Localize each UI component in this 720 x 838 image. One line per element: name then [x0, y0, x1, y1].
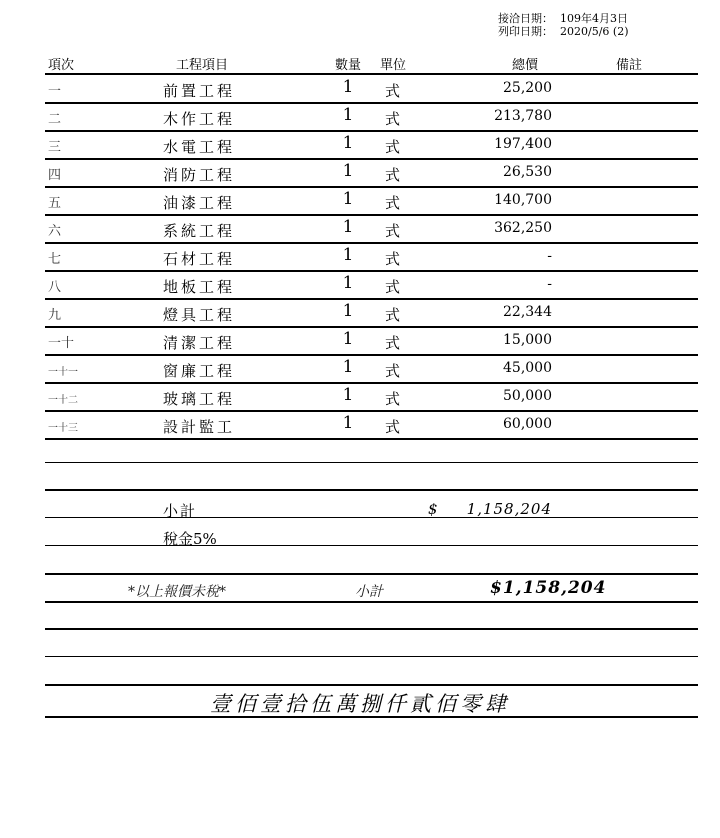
item-quantity: 1	[342, 385, 354, 405]
print-date	[498, 25, 628, 38]
item-unit: 式	[385, 390, 401, 408]
item-unit: 式	[385, 250, 401, 268]
divider	[45, 656, 698, 657]
table-row	[0, 327, 720, 355]
header-item: 工程項目	[176, 58, 229, 73]
item-quantity: 1	[342, 105, 354, 125]
item-number: 一十三	[48, 423, 78, 434]
table-row	[0, 243, 720, 271]
item-total: 22,344	[503, 304, 552, 320]
item-unit: 式	[385, 138, 401, 156]
divider	[45, 489, 698, 491]
item-number: 五	[48, 196, 62, 211]
item-name: 清潔工程	[163, 334, 236, 352]
item-unit: 式	[385, 194, 401, 212]
divider	[45, 601, 698, 603]
item-number: 一十	[48, 336, 75, 351]
header-no: 項次	[48, 58, 75, 73]
divider	[45, 517, 698, 518]
table-row	[0, 159, 720, 187]
item-total: 140,700	[494, 192, 552, 208]
table-row	[0, 103, 720, 131]
item-total: 26,530	[503, 164, 552, 180]
item-number: 一	[48, 84, 62, 99]
table-row	[0, 383, 720, 411]
item-number: 七	[48, 252, 62, 267]
item-number: 四	[48, 168, 62, 183]
item-total: 50,000	[503, 388, 552, 404]
grand-subtotal-value: $1,158,204	[490, 578, 607, 598]
item-unit: 式	[385, 334, 401, 352]
amount-in-words: 壹佰壹拾伍萬捌仟貳佰零肆	[210, 692, 510, 716]
item-quantity: 1	[342, 217, 354, 237]
item-name: 消防工程	[163, 166, 236, 184]
item-number: 二	[48, 112, 62, 127]
item-unit: 式	[385, 110, 401, 128]
item-total: 213,780	[494, 108, 552, 124]
item-name: 玻璃工程	[163, 390, 236, 408]
item-quantity: 1	[342, 273, 354, 293]
header-qty: 數量	[335, 58, 362, 73]
item-total: -	[547, 248, 552, 264]
row-divider	[45, 438, 698, 440]
item-quantity: 1	[342, 189, 354, 209]
item-quantity: 1	[342, 329, 354, 349]
item-unit: 式	[385, 278, 401, 296]
grand-subtotal-label: 小計	[355, 584, 383, 600]
item-number: 六	[48, 224, 62, 239]
item-quantity: 1	[342, 161, 354, 181]
print-date-label: 列印日期：	[498, 25, 553, 38]
divider	[45, 684, 698, 686]
tax-label: 稅金5%	[163, 530, 217, 548]
item-quantity: 1	[342, 77, 354, 97]
item-number: 三	[48, 140, 62, 155]
table-row	[0, 131, 720, 159]
item-number: 一十二	[48, 395, 78, 406]
item-number: 九	[48, 308, 62, 323]
item-name: 木作工程	[163, 110, 236, 128]
table-row	[0, 355, 720, 383]
item-quantity: 1	[342, 133, 354, 153]
header-note: 備註	[616, 58, 643, 73]
item-name: 系統工程	[163, 222, 236, 240]
header-unit: 單位	[380, 58, 407, 73]
item-name: 窗廉工程	[163, 362, 236, 380]
item-number: 一十一	[48, 367, 78, 378]
item-quantity: 1	[342, 301, 354, 321]
item-unit: 式	[385, 166, 401, 184]
item-total: 45,000	[503, 360, 552, 376]
table-row	[0, 411, 720, 439]
item-total: 25,200	[503, 80, 552, 96]
subtotal-value: 1,158,204	[466, 500, 552, 518]
item-quantity: 1	[342, 357, 354, 377]
item-name: 燈具工程	[163, 306, 236, 324]
subtotal-label: 小計	[163, 502, 198, 520]
received-date	[498, 12, 628, 25]
divider	[45, 545, 698, 546]
item-unit: 式	[385, 418, 401, 436]
received-date-label: 接洽日期：	[498, 12, 553, 25]
divider	[45, 628, 698, 630]
item-quantity: 1	[342, 413, 354, 433]
item-name: 前置工程	[163, 82, 236, 100]
received-date-value: 109年4月3日	[560, 12, 628, 25]
item-unit: 式	[385, 362, 401, 380]
header-total: 總價	[512, 58, 539, 73]
item-name: 地板工程	[163, 278, 236, 296]
item-unit: 式	[385, 222, 401, 240]
table-row	[0, 75, 720, 103]
divider	[45, 462, 698, 463]
table-row	[0, 215, 720, 243]
item-unit: 式	[385, 306, 401, 324]
tax-note: *以上報價未稅*	[128, 584, 226, 600]
table-row	[0, 299, 720, 327]
item-number: 八	[48, 280, 62, 295]
item-total: 197,400	[494, 136, 552, 152]
item-total: 15,000	[503, 332, 552, 348]
table-row	[0, 271, 720, 299]
print-date-value: 2020/5/6 (2)	[560, 25, 629, 38]
divider	[45, 573, 698, 575]
item-name: 水電工程	[163, 138, 236, 156]
item-total: 362,250	[494, 220, 552, 236]
item-total: 60,000	[503, 416, 552, 432]
item-name: 石材工程	[163, 250, 236, 268]
item-unit: 式	[385, 82, 401, 100]
currency-symbol: $	[428, 500, 438, 518]
item-name: 油漆工程	[163, 194, 236, 212]
item-name: 設計監工	[163, 418, 236, 436]
item-quantity: 1	[342, 245, 354, 265]
table-row	[0, 187, 720, 215]
item-total: -	[547, 276, 552, 292]
